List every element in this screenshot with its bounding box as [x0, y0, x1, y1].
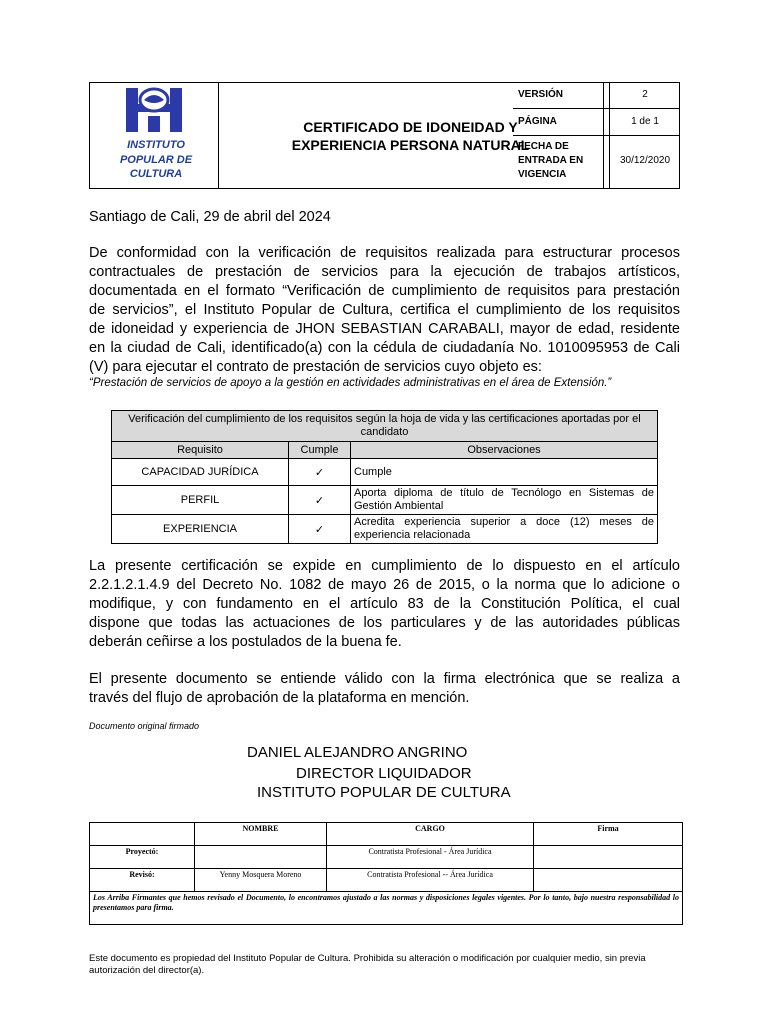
check-icon: ✓: [289, 515, 351, 544]
paragraph-3: El presente documento se entiende válido con la firma electrónica que se realiza a través del flujo de aprobación de la plataforma en mención.: [89, 671, 680, 706]
table-row: PERFIL ✓ Aporta diploma de título de Tecnólogo en Sistemas de Gestión Ambiental: [112, 486, 658, 515]
place-date: Santiago de Cali, 29 de abril del 2024: [89, 209, 331, 225]
signed-note: Documento original firmado: [89, 721, 200, 731]
page-value: 1 de 1: [631, 116, 659, 127]
col-nombre: NOMBRE: [195, 823, 327, 846]
review-table: [89, 822, 683, 925]
check-icon: ✓: [289, 459, 351, 486]
table-row: Revisó: Yenny Mosquera Moreno Contratista Profesional -- Área Jurídica: [90, 869, 683, 892]
paragraph-1: De conformidad con la verificación de requisitos realizada para estructurar procesos contractuales de prestación de servicios para la ejecución de trabajos artísticos, documentada en el formato “Verificación de cumplimiento de requisitos para prestación de servicios”, el Instituto Popular de Cultura, certifica el cumplimiento de los requisitos de idoneidad y experiencia de JHON SEBASTIAN CARABALI, mayor de edad, residente en la ciudad de Cali, identificado(a) con la cédula de ciudadanía No. 1010095953 de Cali (V) para ejecutar el contrato de prestación de servicios cuyo objeto es:: [89, 245, 680, 375]
title-line-1: CERTIFICADO DE IDONEIDAD Y: [303, 118, 518, 135]
title-line-2: EXPERIENCIA PERSONA NATURAL: [291, 136, 530, 153]
signer-org: INSTITUTO POPULAR DE CULTURA: [257, 784, 511, 801]
col-cumple: Cumple: [289, 442, 351, 459]
version-value: 2: [642, 89, 648, 100]
page-label: PÁGINA: [518, 116, 557, 127]
col-requisito: Requisito: [112, 442, 289, 459]
date-label: FECHA DE ENTRADA EN VIGENCIA: [518, 141, 584, 180]
table-row: EXPERIENCIA ✓ Acredita experiencia superior a doce (12) meses de experiencia relacionada: [112, 515, 658, 544]
date-value: 30/12/2020: [619, 155, 671, 166]
logo-text-2: POPULAR DE CULTURA: [119, 154, 193, 180]
version-label: VERSIÓN: [518, 89, 564, 100]
col-firma: Firma: [534, 823, 683, 846]
col-observaciones: Observaciones: [351, 442, 658, 459]
paragraph-2: La presente certificación se expide en cumplimiento de lo dispuesto en el artículo 2.2.1.2.1.4.9 del Decreto No. 1082 de mayo 26 de 2015, o la norma que lo adicione o modifique, y con fundamento en el artículo 83 de la Constitución Política, el cual dispone que todas las actuaciones de los particulares y de las autoridades públicas deberán ceñirse a los postulados de la buena fe.: [89, 558, 680, 650]
signer-role: DIRECTOR LIQUIDADOR: [296, 765, 472, 782]
check-icon: ✓: [289, 486, 351, 515]
signer-name: DANIEL ALEJANDRO ANGRINO: [247, 744, 468, 761]
institute-logo-icon: [124, 86, 184, 134]
logo-text-1: INSTITUTO: [127, 139, 185, 151]
col-cargo: CARGO: [327, 823, 534, 846]
verification-table: [111, 410, 658, 544]
table-row: CAPACIDAD JURÍDICA ✓ Cumple: [112, 459, 658, 486]
review-note: Los Arriba Firmantes que hemos revisado el Documento, lo encontramos ajustado a las normas y disposiciones legales vigentes. Por lo tanto, bajo nuestra responsabilidad lo presentamos para firma.: [90, 892, 683, 925]
footer-note: Este documento es propiedad del Instituto Popular de Cultura. Prohibida su alteración o modificación por cualquier medio, sin previa autorización del director(a).: [89, 953, 646, 976]
table-row: Proyectó: Contratista Profesional - Área Jurídica: [90, 846, 683, 869]
verification-caption: Verificación del cumplimiento de los requisitos según la hoja de vida y las certificaciones aportadas por el candidato: [112, 411, 658, 442]
contract-object: “Prestación de servicios de apoyo a la gestión en actividades administrativas en el área de Extensión.”: [89, 377, 612, 389]
